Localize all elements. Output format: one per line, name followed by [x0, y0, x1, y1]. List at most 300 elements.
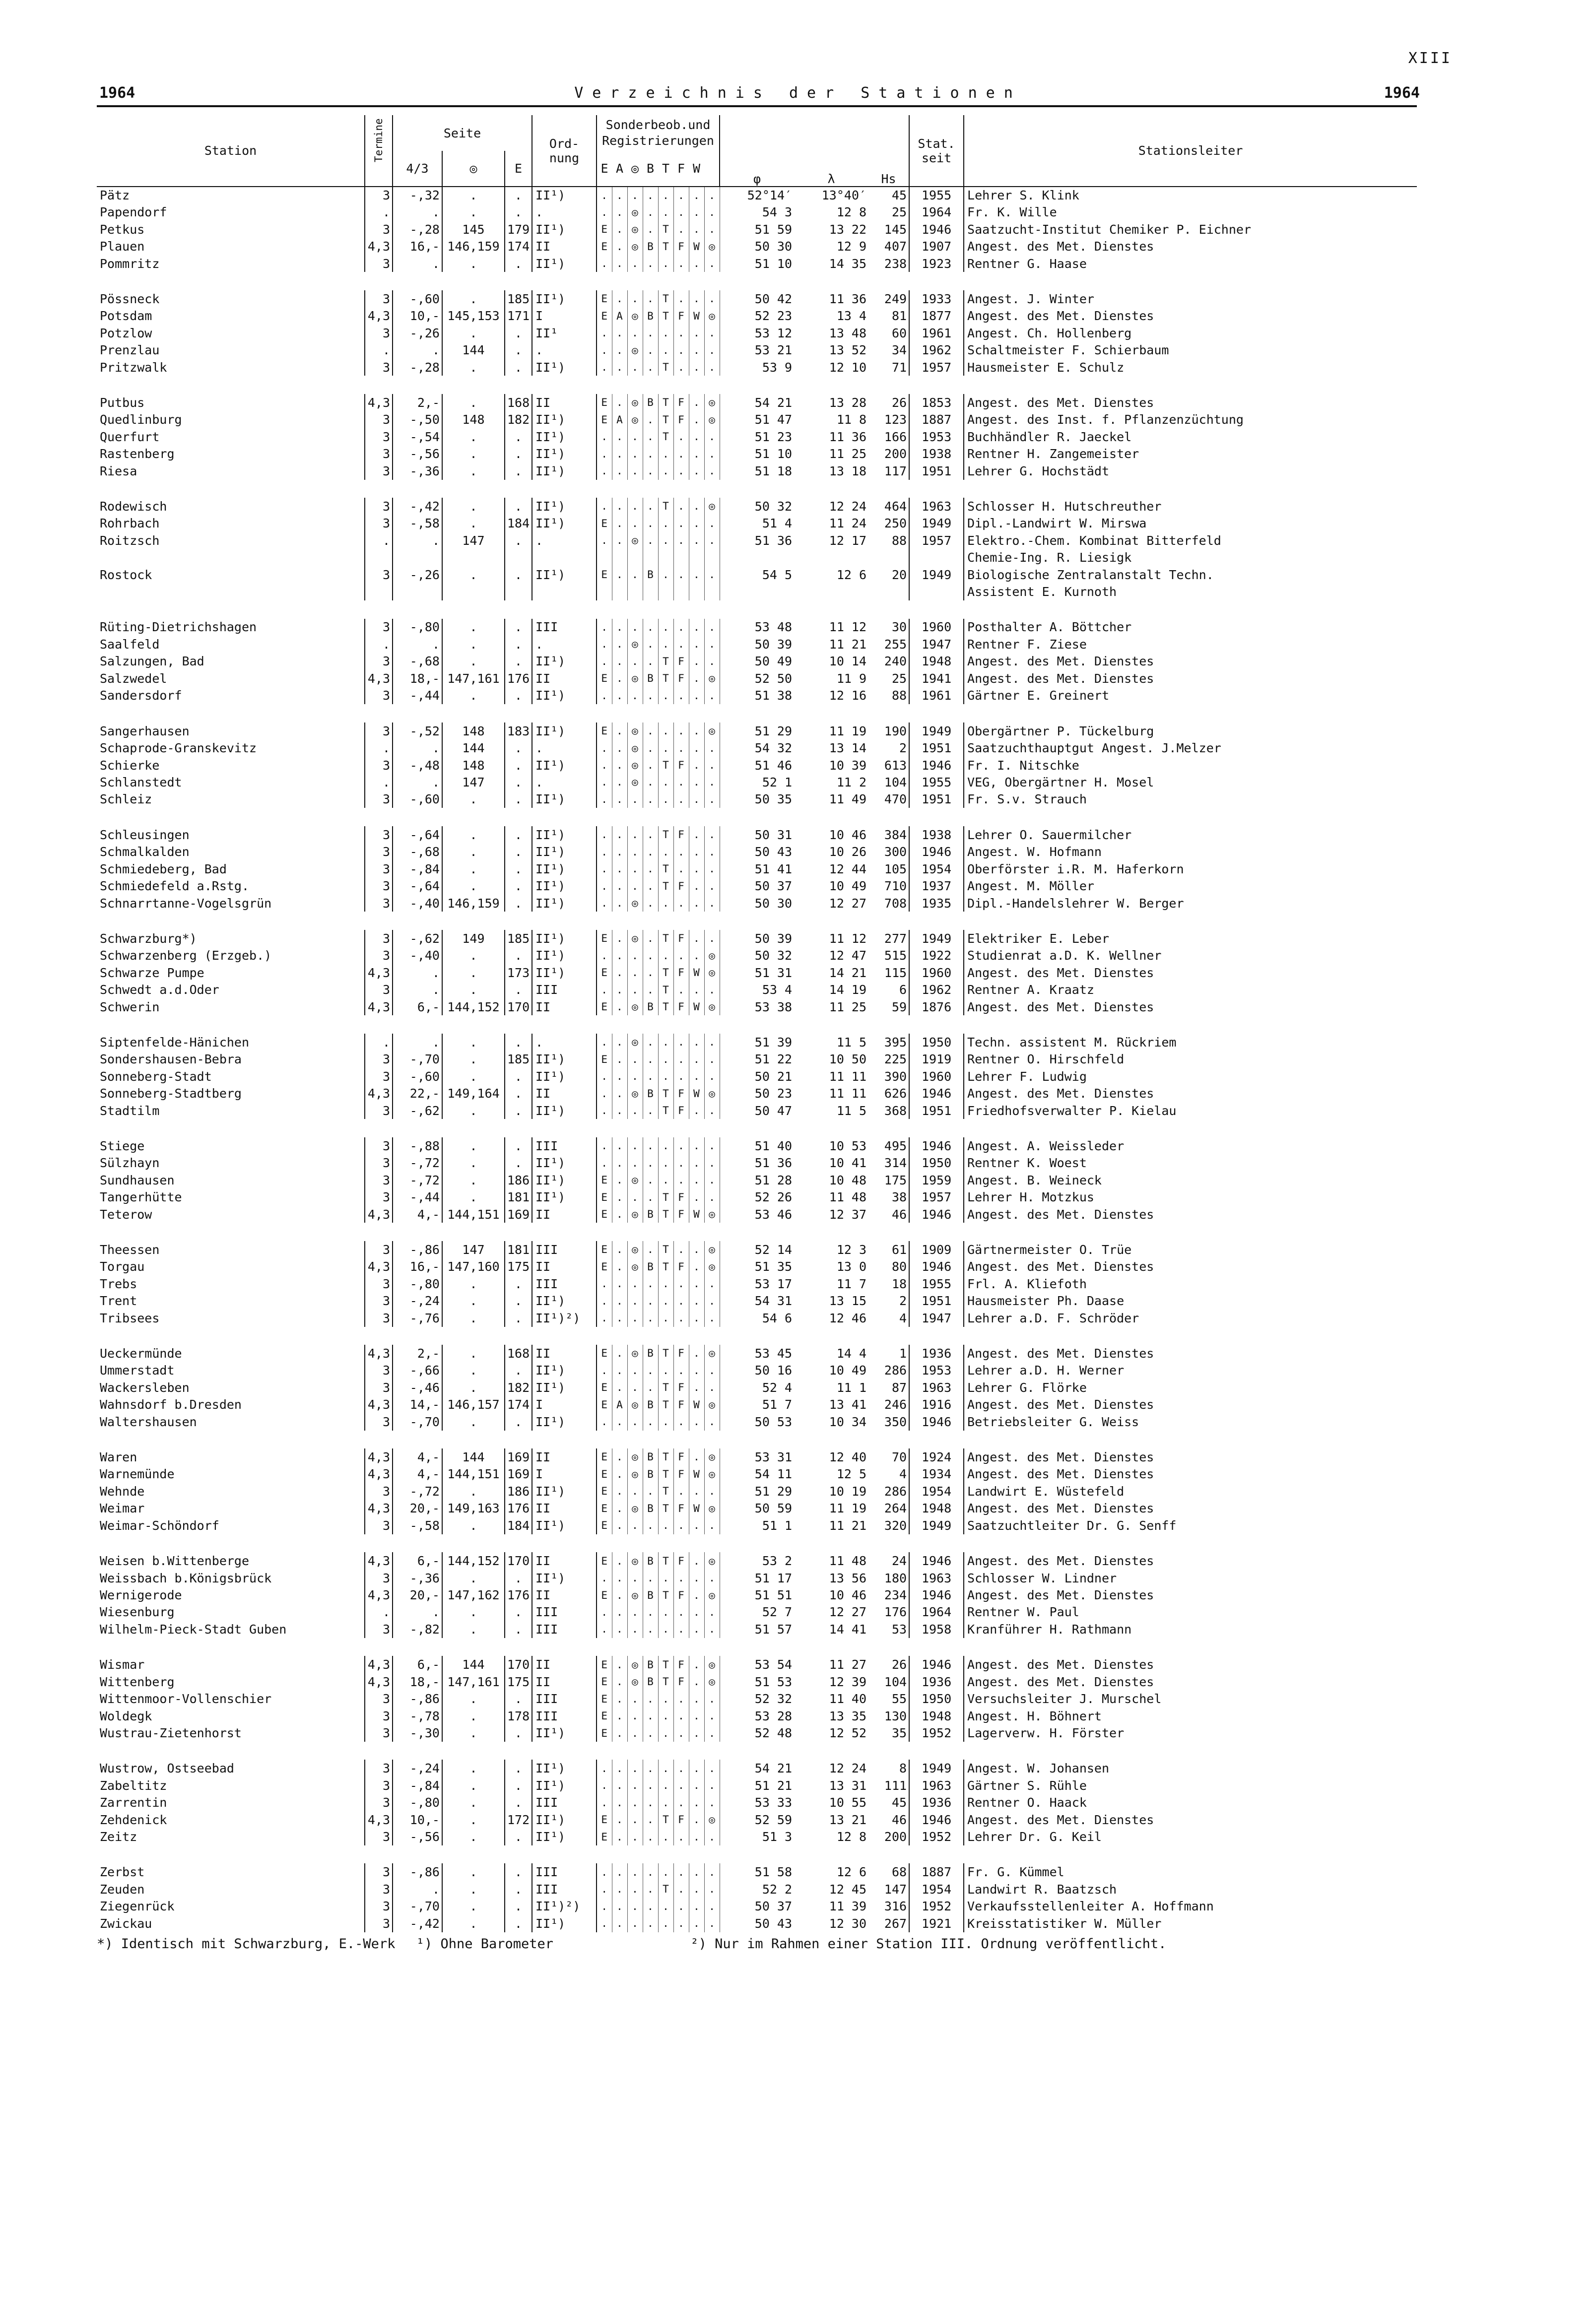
cell-station: Ueckermünde — [97, 1345, 365, 1362]
group-gap — [97, 1638, 1417, 1656]
table-row — [97, 1500, 1417, 1517]
cell-flag: E — [597, 1707, 612, 1724]
cell-station: Schleiz — [97, 791, 365, 808]
table-row — [97, 515, 1417, 532]
cell-termine: 4,3 — [365, 1466, 393, 1483]
cell-height: 80 — [868, 1258, 909, 1275]
cell-flag: . — [612, 981, 627, 998]
cell-flag: A — [612, 1396, 627, 1413]
cell-lat: 52 14 — [754, 1242, 793, 1257]
cell-ordnung: III — [532, 1275, 597, 1292]
cell-flag: . — [627, 1828, 643, 1845]
cell-lat: 53 46 — [754, 1207, 793, 1222]
cell-flag: W — [689, 1085, 704, 1102]
cell-flag: ◎ — [627, 1586, 643, 1603]
cell-seite-c: 181 — [505, 1241, 532, 1258]
table-row — [97, 895, 1417, 912]
col-termine-label: Termine — [373, 118, 385, 162]
cell-flag: . — [658, 532, 673, 549]
cell-flag: B — [643, 1586, 658, 1603]
cell-flag: F — [673, 1189, 689, 1206]
cell-flag: . — [597, 1794, 612, 1811]
cell-station: Wittenmoor-Vollenschier — [97, 1690, 365, 1707]
cell-termine: 4,3 — [365, 1586, 393, 1603]
cell-flag: . — [704, 1293, 720, 1310]
cell-flag: ◎ — [704, 1396, 720, 1413]
cell-termine: . — [365, 342, 393, 359]
cell-seite-c: 185 — [505, 930, 532, 947]
cell-lon: 12 45 — [829, 1882, 867, 1897]
cell-seite-b: . — [442, 1137, 505, 1154]
cell-height: 88 — [868, 687, 909, 704]
cell-seite-a: . — [393, 342, 442, 359]
cell-lat: 50 43 — [754, 1916, 793, 1931]
table-row — [97, 826, 1417, 843]
cell-flag: . — [612, 1621, 627, 1638]
cell-seite-a: -,70 — [393, 1898, 442, 1914]
cell-ordnung: II¹) — [532, 860, 597, 877]
cell-flag: . — [643, 462, 658, 479]
cell-seite-b: 147,161 — [442, 670, 505, 687]
cell-flag: . — [673, 290, 689, 307]
table-row — [97, 255, 1417, 272]
cell-seite-b: . — [442, 877, 505, 894]
cell-flag: . — [704, 1068, 720, 1085]
cell-seite-a: . — [393, 1604, 442, 1621]
cell-leiter: Angest. des Met. Dienstes — [967, 1397, 1154, 1412]
cell-since: 1964 — [909, 1604, 964, 1621]
cell-seite-c: 169 — [505, 1448, 532, 1465]
cell-lat: 51 10 — [754, 256, 793, 271]
cell-flag: . — [597, 1413, 612, 1430]
cell-flag: . — [612, 1811, 627, 1828]
cell-seite-a: -,62 — [393, 1102, 442, 1119]
group-gap — [97, 912, 1417, 930]
cell-station: Ummerstadt — [97, 1362, 365, 1379]
cell-flag: . — [704, 1690, 720, 1707]
cell-flag: . — [612, 1828, 627, 1845]
cell-lat: 52 23 — [754, 309, 793, 324]
col-leiter: Stationsleiter — [964, 115, 1417, 187]
cell-flag: ◎ — [627, 411, 643, 428]
cell-termine: 3 — [365, 722, 393, 739]
cell-seite-b: . — [442, 636, 505, 653]
cell-flag: . — [689, 203, 704, 220]
cell-flag: F — [673, 394, 689, 411]
cell-lat: 54 21 — [754, 395, 793, 410]
cell-flag: . — [673, 325, 689, 341]
cell-flag: . — [689, 1172, 704, 1188]
cell-seite-a: -,58 — [393, 1517, 442, 1534]
cell-seite-b: . — [442, 1690, 505, 1707]
cell-since: 1946 — [909, 757, 964, 774]
cell-termine: 4,3 — [365, 394, 393, 411]
cell-flag: . — [689, 930, 704, 947]
cell-seite-c: . — [505, 1863, 532, 1880]
cell-lon: 10 49 — [829, 1363, 867, 1378]
cell-flag: . — [658, 203, 673, 220]
table-row — [97, 843, 1417, 860]
cell-flag: . — [689, 1310, 704, 1326]
cell-flag: . — [643, 964, 658, 981]
cell-seite-b: 147,162 — [442, 1586, 505, 1603]
cell-lon: 10 39 — [829, 758, 867, 773]
group-gap — [97, 1845, 1417, 1864]
table-row — [97, 1621, 1417, 1638]
cell-flag: . — [673, 619, 689, 636]
cell-flag: . — [597, 653, 612, 670]
cell-seite-b: . — [442, 255, 505, 272]
cell-height: 255 — [868, 636, 909, 653]
cell-height: 45 — [868, 187, 909, 203]
cell-since: 1953 — [909, 1362, 964, 1379]
cell-leiter: Gärtnermeister O. Trüe — [967, 1242, 1132, 1257]
cell-flag: T — [658, 221, 673, 238]
cell-termine: 3 — [365, 1915, 393, 1932]
cell-flag: F — [673, 1396, 689, 1413]
cell-flag: . — [658, 1570, 673, 1586]
cell-flag: . — [673, 187, 689, 203]
cell-station: Teterow — [97, 1206, 365, 1223]
cell-height: 250 — [868, 515, 909, 532]
cell-flag: . — [627, 1362, 643, 1379]
cell-lat: 50 30 — [754, 896, 793, 911]
cell-flag: E — [597, 1206, 612, 1223]
cell-ordnung: II — [532, 670, 597, 687]
cell-flag: . — [627, 947, 643, 964]
cell-height: 45 — [868, 1794, 909, 1811]
cell-seite-c: . — [505, 653, 532, 670]
cell-flag: . — [597, 739, 612, 756]
cell-flag: T — [658, 981, 673, 998]
cell-since: 1947 — [909, 1310, 964, 1326]
cell-flag: . — [689, 860, 704, 877]
cell-flag: F — [673, 1811, 689, 1828]
cell-termine: 3 — [365, 428, 393, 445]
cell-flag: . — [689, 1673, 704, 1690]
cell-flag: . — [704, 1051, 720, 1067]
cell-flag: W — [689, 308, 704, 325]
table-row — [97, 1241, 1417, 1258]
cell-flag: . — [658, 515, 673, 532]
cell-flag: . — [658, 1724, 673, 1741]
cell-flag — [643, 584, 658, 600]
cell-flag: . — [627, 1137, 643, 1154]
cell-flag: T — [658, 308, 673, 325]
cell-seite-b: . — [442, 1881, 505, 1898]
cell-lat: 53 33 — [754, 1795, 793, 1810]
cell-lat: 53 2 — [762, 1554, 793, 1569]
cell-flag: B — [643, 1396, 658, 1413]
cell-station: Wustrow, Ostseebad — [97, 1760, 365, 1776]
cell-flag: . — [658, 1155, 673, 1172]
cell-seite-c: 176 — [505, 670, 532, 687]
cell-lat: 52 2 — [762, 1882, 793, 1897]
cell-seite-c: . — [505, 1915, 532, 1932]
cell-flag: B — [643, 308, 658, 325]
cell-lon: 12 24 — [829, 499, 867, 514]
cell-flag: . — [704, 1881, 720, 1898]
cell-lat: 50 30 — [754, 239, 793, 254]
cell-lat: 51 57 — [754, 1622, 793, 1637]
cell-flag: . — [689, 877, 704, 894]
cell-flag: . — [612, 1275, 627, 1292]
col-stat-seit: Stat. seit — [909, 115, 964, 187]
cell-flag — [689, 584, 704, 600]
cell-leiter: Kreisstatistiker W. Müller — [967, 1916, 1162, 1931]
cell-flag: . — [627, 566, 643, 583]
cell-station: Schwarzburg*) — [97, 930, 365, 947]
cell-ordnung: II¹) — [532, 515, 597, 532]
cell-flag: . — [704, 203, 720, 220]
cell-lon: 11 5 — [836, 1035, 867, 1050]
cell-lat: 51 58 — [754, 1865, 793, 1880]
cell-flag: E — [597, 1517, 612, 1534]
cell-flag: . — [643, 722, 658, 739]
cell-seite-a: -,78 — [393, 1707, 442, 1724]
cell-flag: . — [689, 1258, 704, 1275]
cell-seite-a: -,72 — [393, 1155, 442, 1172]
cell-station: Ziegenrück — [97, 1898, 365, 1914]
cell-flag: ◎ — [704, 1448, 720, 1465]
cell-seite-b: 144,151 — [442, 1466, 505, 1483]
cell-lat: 50 37 — [754, 879, 793, 894]
cell-since: 1922 — [909, 947, 964, 964]
cell-seite-c: . — [505, 877, 532, 894]
cell-seite-a: -,46 — [393, 1379, 442, 1396]
cell-flag: . — [689, 1051, 704, 1067]
cell-flag: . — [704, 446, 720, 462]
cell-flag: . — [627, 843, 643, 860]
cell-lon: 14 19 — [829, 983, 867, 997]
cell-lat: 50 39 — [754, 637, 793, 652]
cell-flag: . — [627, 325, 643, 341]
cell-height: 53 — [868, 1621, 909, 1638]
cell-leiter: Angest. des Inst. f. Pflanzenzüchtung — [967, 412, 1244, 427]
cell-flag: . — [612, 515, 627, 532]
cell-flag: . — [704, 653, 720, 670]
cell-station: Sandersdorf — [97, 687, 365, 704]
cell-seite-b: . — [442, 1915, 505, 1932]
cell-seite-b: 147 — [442, 1241, 505, 1258]
cell-ordnung: II¹) — [532, 462, 597, 479]
cell-station: Rostock — [97, 566, 365, 583]
cell-flag: . — [689, 325, 704, 341]
cell-since: 1887 — [909, 1863, 964, 1880]
cell-flag: . — [673, 1621, 689, 1638]
cell-seite-c: . — [505, 774, 532, 790]
cell-flag: E — [597, 1828, 612, 1845]
cell-seite-a: 6,- — [393, 998, 442, 1015]
cell-lat: 52 59 — [754, 1812, 793, 1827]
cell-station: Schwedt a.d.Oder — [97, 981, 365, 998]
cell-flag: . — [643, 446, 658, 462]
cell-lat: 51 47 — [754, 412, 793, 427]
cell-flag: ◎ — [627, 1448, 643, 1465]
cell-lon: 11 25 — [829, 999, 867, 1014]
cell-seite-a: -,44 — [393, 687, 442, 704]
cell-leiter: Kranführer H. Rathmann — [967, 1622, 1132, 1637]
cell-lon: 14 41 — [829, 1622, 867, 1637]
cell-flag: . — [627, 964, 643, 981]
cell-height: 238 — [868, 255, 909, 272]
cell-flag: F — [673, 1586, 689, 1603]
cell-seite-c: . — [505, 462, 532, 479]
cell-flag: . — [612, 1863, 627, 1880]
cell-termine: . — [365, 636, 393, 653]
cell-flag: . — [689, 498, 704, 515]
cell-flag: ◎ — [627, 739, 643, 756]
cell-seite-a: . — [393, 774, 442, 790]
cell-lon: 11 9 — [836, 671, 867, 686]
cell-height: 368 — [868, 1102, 909, 1119]
cell-station: Petkus — [97, 221, 365, 238]
cell-termine: . — [365, 774, 393, 790]
cell-flag: W — [689, 1396, 704, 1413]
cell-station: Wismar — [97, 1656, 365, 1673]
cell-flag: . — [627, 1915, 643, 1932]
cell-flag: . — [627, 791, 643, 808]
cell-seite-b: . — [442, 1794, 505, 1811]
cell-flag: . — [627, 1068, 643, 1085]
cell-flag — [658, 549, 673, 566]
cell-height: 4 — [868, 1310, 909, 1326]
cell-flag: W — [689, 964, 704, 981]
cell-seite-c: . — [505, 446, 532, 462]
cell-lon: 12 6 — [836, 567, 867, 582]
cell-since: 1949 — [909, 566, 964, 583]
cell-lat: 53 28 — [754, 1708, 793, 1723]
cell-flag: . — [658, 446, 673, 462]
cell-lon: 12 9 — [836, 239, 867, 254]
cell-lon: 11 2 — [836, 775, 867, 789]
cell-station: Rohrbach — [97, 515, 365, 532]
cell-flag: . — [612, 342, 627, 359]
group-gap — [97, 1119, 1417, 1137]
cell-ordnung: II — [532, 1206, 597, 1223]
cell-flag: . — [689, 1828, 704, 1845]
cell-ordnung: III — [532, 1881, 597, 1898]
col-sonder: Sonderbeob.und Registrierungen — [597, 115, 720, 151]
table-row — [97, 203, 1417, 220]
group-gap — [97, 480, 1417, 498]
cell-since: 1935 — [909, 895, 964, 912]
cell-flag: . — [597, 619, 612, 636]
cell-lon — [794, 584, 868, 600]
cell-lat: 52 50 — [754, 671, 793, 686]
cell-since: 1936 — [909, 1794, 964, 1811]
cell-flag: . — [597, 1570, 612, 1586]
cell-seite-c: . — [505, 826, 532, 843]
cell-flag: T — [658, 1258, 673, 1275]
cell-flag: . — [704, 1275, 720, 1292]
cell-lat: 51 29 — [754, 1484, 793, 1499]
cell-flag: . — [658, 1777, 673, 1794]
cell-seite-b: . — [442, 187, 505, 203]
cell-flag: . — [627, 1690, 643, 1707]
cell-flag: . — [673, 981, 689, 998]
cell-flag: ◎ — [704, 1206, 720, 1223]
cell-flag: . — [673, 636, 689, 653]
table-row — [97, 1915, 1417, 1932]
cell-flag: . — [689, 670, 704, 687]
table-row — [97, 998, 1417, 1015]
cell-ordnung: II¹) — [532, 498, 597, 515]
cell-ordnung: II¹) — [532, 653, 597, 670]
cell-flag: . — [612, 238, 627, 255]
cell-seite-a: -,84 — [393, 860, 442, 877]
cell-station — [97, 549, 365, 566]
cell-since: 1924 — [909, 1448, 964, 1465]
cell-flag: . — [612, 1085, 627, 1102]
cell-seite-a: 10,- — [393, 308, 442, 325]
cell-since: 1921 — [909, 1915, 964, 1932]
cell-station: Schierke — [97, 757, 365, 774]
cell-lon: 13 0 — [836, 1259, 867, 1274]
cell-flag: . — [689, 221, 704, 238]
cell-height: 2 — [868, 1293, 909, 1310]
table-row — [97, 1137, 1417, 1154]
cell-leiter: Saatzuchthauptgut Angest. J.Melzer — [967, 741, 1221, 756]
cell-ordnung: II¹) — [532, 1915, 597, 1932]
cell-flag: ◎ — [627, 1673, 643, 1690]
cell-lon: 11 48 — [829, 1554, 867, 1569]
table-row — [97, 238, 1417, 255]
cell-station: Salzwedel — [97, 670, 365, 687]
cell-termine: 3 — [365, 1881, 393, 1898]
cell-height: 316 — [868, 1898, 909, 1914]
cell-flag: . — [704, 619, 720, 636]
cell-flag: . — [612, 619, 627, 636]
cell-flag: . — [689, 826, 704, 843]
cell-flag: E — [597, 308, 612, 325]
cell-seite-a: -,58 — [393, 515, 442, 532]
cell-ordnung: II¹) — [532, 826, 597, 843]
cell-flag: . — [704, 342, 720, 359]
cell-station: Plauen — [97, 238, 365, 255]
cell-flag: E — [597, 1656, 612, 1673]
cell-since: 1933 — [909, 290, 964, 307]
cell-flag: T — [658, 1189, 673, 1206]
cell-flag: . — [612, 1102, 627, 1119]
cell-flag: . — [689, 1068, 704, 1085]
cell-since: 1919 — [909, 1051, 964, 1067]
cell-height: 4 — [868, 1466, 909, 1483]
cell-seite-a — [393, 549, 442, 566]
cell-ordnung: I — [532, 1396, 597, 1413]
cell-seite-c: 178 — [505, 1707, 532, 1724]
cell-seite-a: . — [393, 1034, 442, 1051]
cell-station: Prenzlau — [97, 342, 365, 359]
cell-station: Sonneberg-Stadt — [97, 1068, 365, 1085]
cell-flag: . — [597, 1881, 612, 1898]
cell-height: 464 — [868, 498, 909, 515]
cell-flag: . — [612, 1137, 627, 1154]
cell-seite-a: -,24 — [393, 1760, 442, 1776]
cell-ordnung: II¹) — [532, 1570, 597, 1586]
cell-flag: . — [658, 1362, 673, 1379]
cell-ordnung: II¹) — [532, 1517, 597, 1534]
cell-ordnung: II — [532, 1552, 597, 1569]
cell-seite-b: 145 — [442, 221, 505, 238]
table-row — [97, 636, 1417, 653]
cell-seite-c: . — [505, 428, 532, 445]
cell-seite-a: . — [393, 739, 442, 756]
cell-flag: B — [643, 1448, 658, 1465]
cell-flag: . — [673, 1362, 689, 1379]
cell-ordnung: III — [532, 1707, 597, 1724]
cell-seite-c: 172 — [505, 1811, 532, 1828]
